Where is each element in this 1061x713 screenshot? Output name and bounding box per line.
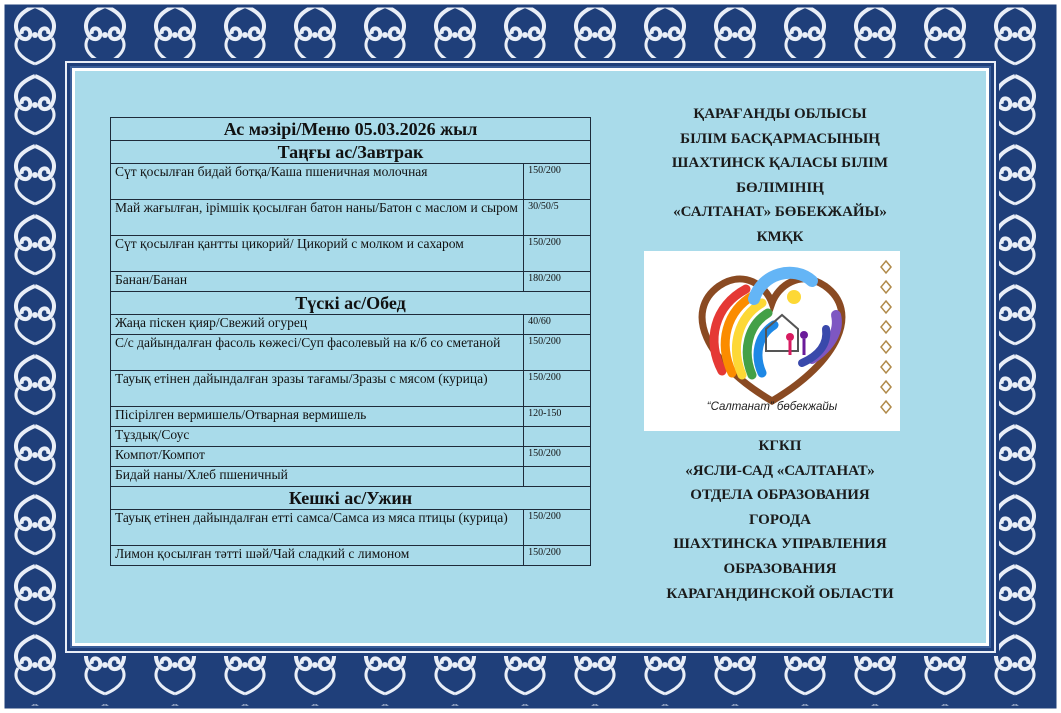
org-line: «САЛТАНАТ» БӨБЕКЖАЙЫ» bbox=[673, 204, 887, 221]
dish-portion bbox=[524, 427, 591, 447]
dish-portion: 150/200 bbox=[524, 447, 591, 467]
table-row bbox=[111, 335, 591, 371]
dish-portion: 30/50/5 bbox=[524, 200, 591, 236]
dish-name: Бидай наны/Хлеб пшеничный bbox=[111, 467, 524, 487]
org-line: ШАХТИНСКА УПРАВЛЕНИЯ bbox=[673, 536, 887, 553]
dish-portion: 180/200 bbox=[524, 272, 591, 292]
dish-portion bbox=[524, 467, 591, 487]
dish-portion: 120-150 bbox=[524, 407, 591, 427]
org-line: ОБРАЗОВАНИЯ bbox=[723, 560, 837, 577]
menu-title: Ас мәзірі/Меню 05.03.2026 жыл bbox=[111, 118, 591, 141]
dish-portion: 150/200 bbox=[524, 546, 591, 566]
dish-name: Тауық етінен дайындалған зразы тағамы/Зразы с мясом (курица) bbox=[111, 371, 524, 407]
section-heading-dinner: Кешкі ас/Ужин bbox=[111, 487, 591, 510]
table-row bbox=[111, 164, 591, 200]
org-line: ҚАРАҒАНДЫ ОБЛЫСЫ bbox=[693, 106, 867, 122]
dish-portion: 150/200 bbox=[524, 164, 591, 200]
section-heading-lunch: Түскі ас/Обед bbox=[111, 292, 591, 315]
table-row bbox=[111, 510, 591, 546]
table-row bbox=[111, 200, 591, 236]
dish-name: Сүт қосылған қантты цикорий/ Цикорий с молком и сахаром bbox=[111, 236, 524, 272]
table-row bbox=[111, 447, 591, 467]
dish-name: С/с дайындалған фасоль көжесі/Суп фасолевый на к/б со сметаной bbox=[111, 335, 524, 371]
org-name-russian bbox=[615, 434, 945, 606]
org-line: КГКП bbox=[758, 438, 802, 454]
table-row bbox=[111, 546, 591, 566]
org-line: КАРАГАНДИНСКОЙ ОБЛАСТИ bbox=[666, 585, 894, 602]
dish-name: Пісірілген вермишель/Отварная вермишель bbox=[111, 407, 524, 427]
dish-name: Лимон қосылған тәтті шәй/Чай сладкий с лимоном bbox=[111, 546, 524, 566]
dish-name: Тауық етінен дайындалған етті самса/Самса из мяса птицы (курица) bbox=[111, 510, 524, 546]
org-line: БІЛІМ БАСҚАРМАСЫНЫҢ bbox=[680, 130, 880, 147]
menu-table bbox=[110, 117, 591, 566]
table-row bbox=[111, 427, 591, 447]
dish-name: Сүт қосылған бидай ботқа/Каша пшеничная молочная bbox=[111, 164, 524, 200]
org-name-kazakh bbox=[615, 102, 945, 250]
table-row bbox=[111, 371, 591, 407]
dish-portion: 150/200 bbox=[524, 236, 591, 272]
table-row bbox=[111, 467, 591, 487]
logo-caption: “Салтанат” бөбекжайы bbox=[706, 401, 838, 413]
dish-name: Компот/Компот bbox=[111, 447, 524, 467]
dish-name: Жаңа піскен қияр/Свежий огурец bbox=[111, 315, 524, 335]
section-heading-breakfast: Таңғы ас/Завтрак bbox=[111, 141, 591, 164]
dish-portion: 150/200 bbox=[524, 510, 591, 546]
org-line: БӨЛІМІНІҢ bbox=[736, 179, 824, 196]
org-line: «ЯСЛИ-САД «САЛТАНАТ» bbox=[685, 462, 875, 479]
dish-portion: 150/200 bbox=[524, 371, 591, 407]
org-line: ШАХТИНСК ҚАЛАСЫ БІЛІМ bbox=[671, 155, 889, 172]
dish-name: Май жағылған, ірімшік қосылған батон наны/Батон с маслом и сыром bbox=[111, 200, 524, 236]
table-row bbox=[111, 315, 591, 335]
table-row bbox=[111, 272, 591, 292]
org-line: ГОРОДА bbox=[749, 511, 811, 528]
kindergarten-logo bbox=[644, 251, 900, 431]
dish-name: Тұздық/Соус bbox=[111, 427, 524, 447]
org-line: ОТДЕЛА ОБРАЗОВАНИЯ bbox=[690, 487, 870, 504]
dish-portion: 40/60 bbox=[524, 315, 591, 335]
table-row bbox=[111, 236, 591, 272]
org-line: КМҚК bbox=[756, 228, 804, 245]
dish-portion: 150/200 bbox=[524, 335, 591, 371]
dish-name: Банан/Банан bbox=[111, 272, 524, 292]
table-row bbox=[111, 407, 591, 427]
